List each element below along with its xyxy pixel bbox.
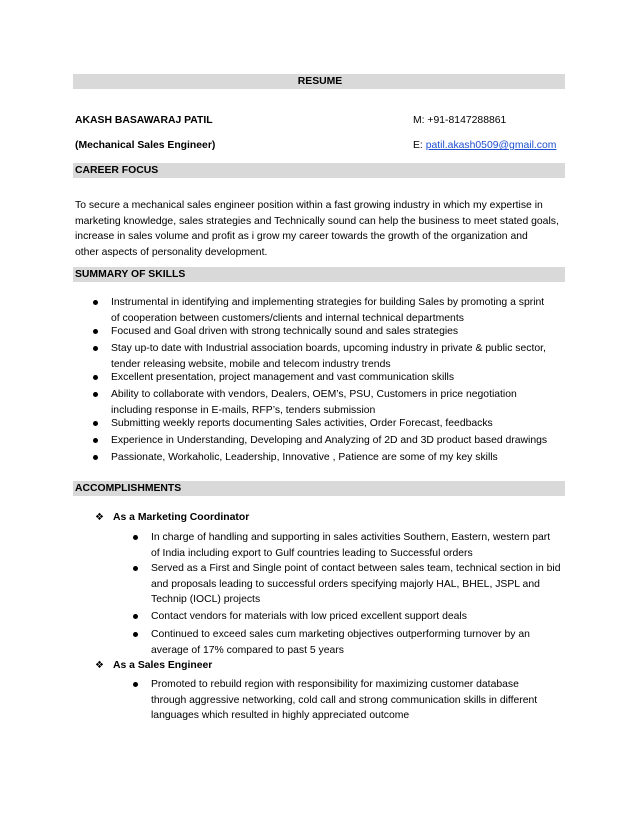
career-focus-line: To secure a mechanical sales engineer position within a fast growing industry in which my expertise in bbox=[75, 200, 543, 211]
mobile-number: M: +91-8147288861 bbox=[413, 115, 507, 126]
bullet-icon bbox=[93, 375, 98, 380]
accomplishments-bar bbox=[73, 481, 565, 496]
skill-line: Excellent presentation, project management and vast communication skills bbox=[111, 372, 455, 383]
diamond-bullet-icon: ❖ bbox=[95, 512, 104, 523]
career-focus-heading: CAREER FOCUS bbox=[75, 165, 159, 176]
skill-line: Focused and Goal driven with strong technically sound and sales strategies bbox=[111, 326, 459, 337]
accomplishment-line: languages which resulted in highly appreciated outcome bbox=[151, 710, 410, 721]
career-focus-line: increase in sales volume and profit as i grow my career towards the growth of the organization and bbox=[75, 231, 528, 242]
skill-line: Ability to collaborate with vendors, Dealers, OEM’s, PSU, Customers in price negotiation bbox=[111, 389, 517, 400]
skills-bar bbox=[73, 267, 565, 282]
accomplishments-heading: ACCOMPLISHMENTS bbox=[75, 483, 182, 494]
accomplishment-line: of India including export to Gulf countries leading to Successful orders bbox=[151, 547, 473, 559]
accomplishment-line: through aggressive networking, cold call and strong communication skills in different bbox=[151, 694, 538, 706]
bullet-icon bbox=[93, 438, 98, 443]
accomplishment-line: Technip (IOCL) projects bbox=[151, 594, 261, 605]
bullet-icon bbox=[93, 392, 98, 397]
career-focus-line: marketing knowledge, sales strategies and Technically sound can help the business to meet stated goals, bbox=[75, 215, 559, 227]
skill-line: tender releasing website, mobile and telecom industry trends bbox=[111, 358, 391, 370]
email-label: E: bbox=[413, 140, 426, 151]
skill-line: Submitting weekly reports documenting Sales activities, Order Forecast, feedbacks bbox=[111, 418, 493, 429]
bullet-icon bbox=[93, 329, 98, 334]
skill-line: of cooperation between customers/clients and internal technical departments bbox=[111, 312, 464, 324]
email-line bbox=[413, 140, 556, 151]
skill-line: Stay up-to date with Industrial association boards, upcoming industry in private & public sector, bbox=[111, 343, 546, 354]
career-focus-text bbox=[75, 198, 565, 260]
career-focus-bar bbox=[73, 163, 565, 178]
resume-title-bar bbox=[73, 74, 565, 89]
career-focus-line: other aspects of personality development. bbox=[75, 246, 268, 258]
accomplishment-line: Continued to exceed sales cum marketing objectives outperforming turnover by an bbox=[151, 629, 530, 640]
diamond-bullet-icon: ❖ bbox=[95, 660, 104, 671]
bullet-icon bbox=[93, 346, 98, 351]
bullet-icon bbox=[133, 632, 138, 637]
accomplishment-line: and proposals leading to successful orders specifying majorly HAL, BHEL, JSPL and bbox=[151, 578, 540, 590]
candidate-name: AKASH BASAWARAJ PATIL bbox=[75, 115, 213, 126]
accomplishment-line: In charge of handling and supporting in sales activities Southern, Eastern, western part bbox=[151, 532, 551, 543]
bullet-icon bbox=[133, 614, 138, 619]
bullet-icon bbox=[133, 535, 138, 540]
role-title: As a Sales Engineer bbox=[113, 660, 213, 671]
skill-line: including response in E-mails, RFP’s, tenders submission bbox=[111, 404, 376, 416]
candidate-role: (Mechanical Sales Engineer) bbox=[75, 140, 216, 151]
accomplishment-line: Promoted to rebuild region with responsibility for maximizing customer database bbox=[151, 679, 519, 690]
bullet-icon bbox=[133, 682, 138, 687]
resume-title: RESUME bbox=[297, 76, 343, 87]
bullet-icon bbox=[93, 455, 98, 460]
email-link[interactable]: patil.akash0509@gmail.com bbox=[425, 140, 557, 151]
skill-line: Instrumental in identifying and implementing strategies for building Sales by promoting a sprint bbox=[111, 297, 545, 308]
bullet-icon bbox=[93, 421, 98, 426]
skills-heading: SUMMARY OF SKILLS bbox=[75, 269, 186, 280]
accomplishment-line: Served as a First and Single point of contact between sales team, technical section in bid bbox=[151, 563, 561, 574]
accomplishment-line: Contact vendors for materials with low priced excellent support deals bbox=[151, 611, 467, 622]
skill-line: Passionate, Workaholic, Leadership, Innovative , Patience are some of my key skills bbox=[111, 452, 498, 463]
accomplishment-line: average of 17% compared to past 5 years bbox=[151, 644, 344, 656]
bullet-icon bbox=[93, 300, 98, 305]
role-title: As a Marketing Coordinator bbox=[113, 512, 250, 523]
skill-line: Experience in Understanding, Developing and Analyzing of 2D and 3D product based drawings bbox=[111, 435, 548, 446]
bullet-icon bbox=[133, 566, 138, 571]
